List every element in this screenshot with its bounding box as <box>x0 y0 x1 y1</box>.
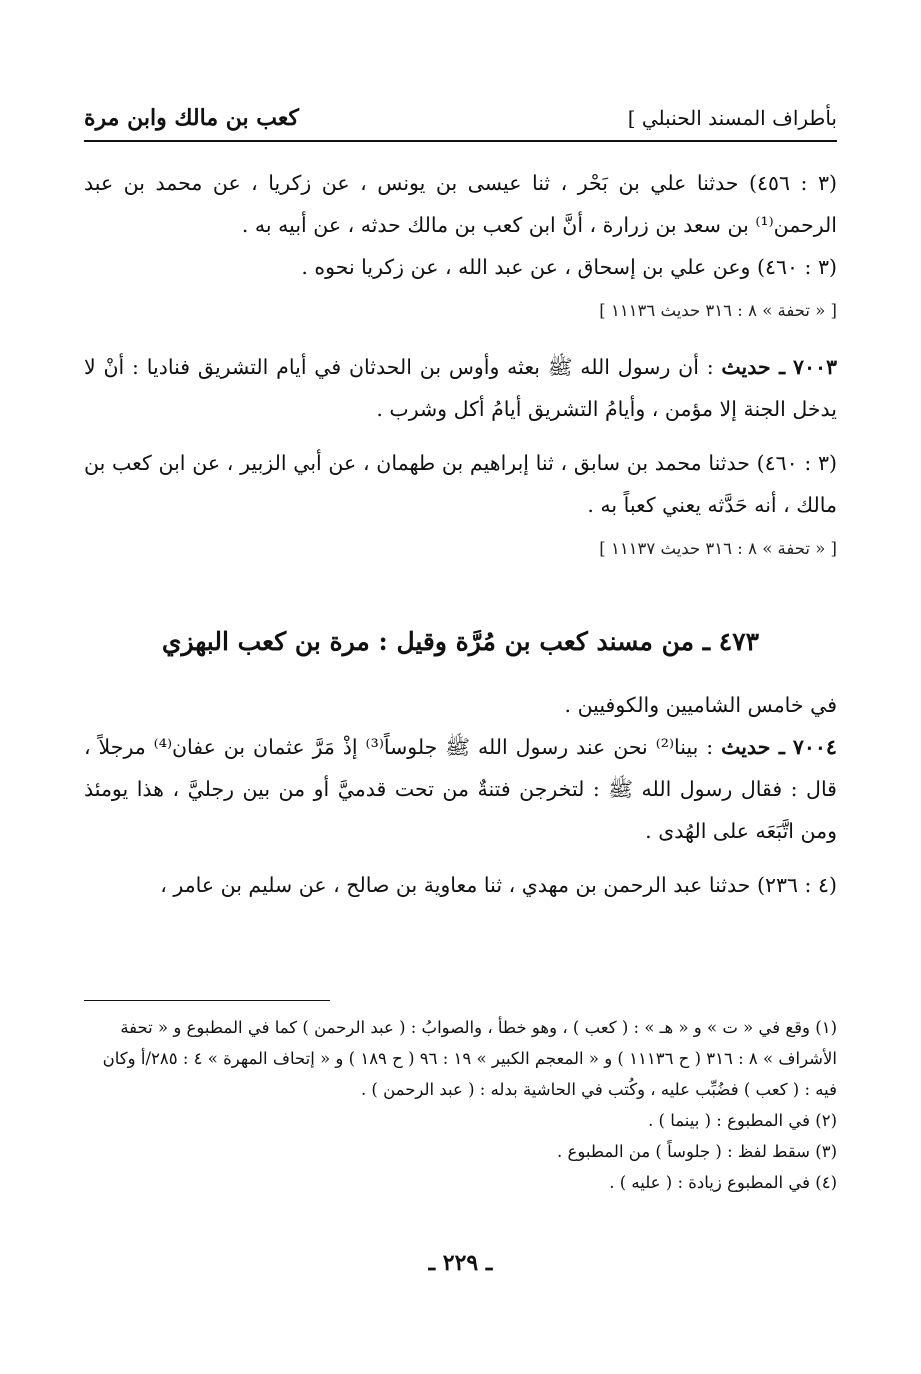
hadith-text: : بينا⁽²⁾ نحن عند رسول الله ﷺ جلوساً⁽³⁾ إذْ مَرَّ عثمان بن عفان⁽⁴⁾ مرجلاً ، قال : فقال رسول الله ﷺ : لتخرجن فتنةٌ من تحت قدميَّ أو من بين رجليَّ ، هذا يومئذ ومن اتَّبَعَه على الهُدى . <box>84 735 837 843</box>
hadith-entry: ٧٠٠٤ ـ حديث : بينا⁽²⁾ نحن عند رسول الله ﷺ جلوساً⁽³⁾ إذْ مَرَّ عثمان بن عفان⁽⁴⁾ مرجلاً ، قال : فقال رسول الله ﷺ : لتخرجن فتنةٌ من تحت قدميَّ أو من بين رجليَّ ، هذا يومئذ ومن اتَّبَعَه على الهُدى . <box>84 735 837 843</box>
tuhfa-reference: [ « تحفة » ٨ : ٣١٦ حديث ١١١٣٧ ] <box>599 539 837 558</box>
isnad-paragraph: (٣ : ٤٦٠) حدثنا محمد بن سابق ، ثنا إبراهيم بن طهمان ، عن أبي الزبير ، عن ابن كعب بن مالك ، أنه حَدَّثه يعني كعباً به . <box>84 451 837 517</box>
header-chapter-title: كعب بن مالك وابن مرة <box>84 105 299 131</box>
section-heading: ٤٧٣ ـ من مسند كعب بن مُرَّة وقيل : مرة بن كعب البهزي <box>161 627 760 656</box>
footnote: (٤) في المطبوع زيادة : ( عليه ) . <box>609 1173 837 1192</box>
main-text <box>84 162 837 906</box>
section-subtitle: في خامس الشاميين والكوفيين . <box>564 693 837 717</box>
hadith-entry: ٧٠٠٣ ـ حديث : أن رسول الله ﷺ بعثه وأوس بن الحدثان في أيام التشريق فناديا : أنْ لا يدخل الجنة إلا مؤمن ، وأيامُ التشريق أيامُ أكل وشرب . <box>84 355 837 421</box>
hadith-label: حديث <box>721 735 771 759</box>
running-header <box>84 96 837 142</box>
hadith-number: ٧٠٠٤ <box>792 735 837 759</box>
isnad-paragraph: (٤ : ٢٣٦) حدثنا عبد الرحمن بن مهدي ، ثنا معاوية بن صالح ، عن سليم بن عامر ، <box>160 873 837 897</box>
footnote: (١) وقع في « ت » و « هـ » : ( كعب ) ، وهو خطأ ، والصوابُ : ( عبد الرحمن ) كما في المطبوع و « تحفة الأشراف » ٨ : ٣١٦ ( ح ١١١٣٦ ) و « المعجم الكبير » ١٩ : ٩٦ ( ح ١٨٩ ) و « إتحاف المهرة » ٤ : ٢٨٥/أ وكان فيه : ( كعب ) فضُبِّب عليه ، وكُتب في الحاشية بدله : ( عبد الرحمن ) . <box>102 1018 837 1099</box>
footnotes <box>84 1012 837 1198</box>
footnote: (٣) سقط لفظ : ( جلوساً ) من المطبوع . <box>557 1142 837 1161</box>
isnad-paragraph: (٣ : ٤٦٠) وعن علي بن إسحاق ، عن عبد الله ، عن زكريا نحوه . <box>301 255 837 279</box>
footnote: (٢) في المطبوع : ( بينما ) . <box>648 1111 837 1130</box>
header-book-title: بأطراف المسند الحنبلي ] <box>627 106 837 130</box>
page-number: ـ ٢٢٩ ـ <box>428 1250 493 1276</box>
hadith-number: ٧٠٠٣ <box>792 355 837 379</box>
hadith-text: : أن رسول الله ﷺ بعثه وأوس بن الحدثان في أيام التشريق فناديا : أنْ لا يدخل الجنة إلا مؤمن ، وأيامُ التشريق أيامُ أكل وشرب . <box>84 355 837 421</box>
hadith-label: حديث <box>721 355 771 379</box>
isnad-paragraph: (٣ : ٤٥٦) حدثنا علي بن بَحْر ، ثنا عيسى بن يونس ، عن زكريا ، عن محمد بن عبد الرحمن⁽¹⁾ بن سعد بن زرارة ، أنَّ ابن كعب بن مالك حدثه ، عن أبيه به . <box>84 171 837 237</box>
tuhfa-reference: [ « تحفة » ٨ : ٣١٦ حديث ١١١٣٦ ] <box>599 301 837 320</box>
footnote-divider <box>84 1000 330 1001</box>
